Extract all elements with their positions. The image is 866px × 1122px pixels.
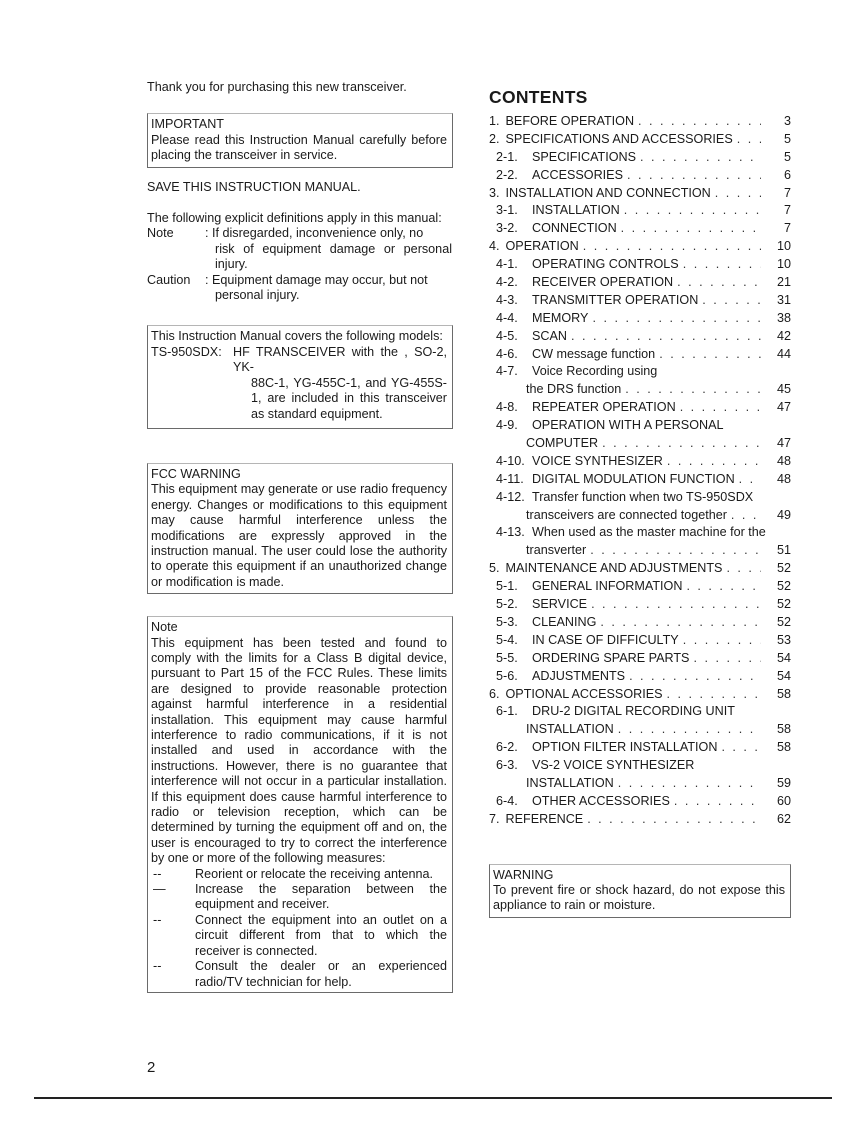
toc-entry (489, 651, 791, 669)
measure-text: Connect the equipment into an outlet on a circuit different from that to which the receiver is connected. (195, 912, 447, 958)
toc-entry (489, 579, 791, 597)
toc-entry (489, 687, 791, 705)
definition-caution (147, 273, 452, 304)
toc-entry-title: When used as the master machine for the (532, 525, 766, 540)
toc-entry-title: OPTION FILTER INSTALLATION (532, 740, 718, 755)
toc-entry-title: CLEANING (532, 614, 597, 629)
definition-text: : If disregarded, inconvenience only, no (205, 226, 424, 241)
toc-entry-title: REPEATER OPERATION (532, 400, 676, 415)
toc-entry-page: 52 (776, 561, 791, 576)
toc-entry (489, 239, 791, 257)
toc-leader-dots (640, 150, 761, 165)
toc-entry-title: OPERATION WITH A PERSONAL (532, 418, 724, 433)
toc-leader-dots (587, 812, 761, 827)
toc-entry-continuation (489, 436, 791, 454)
model-row (151, 345, 447, 422)
toc-entry-page: 54 (776, 650, 791, 665)
toc-entry-number: 5-3. (496, 614, 518, 629)
measure-text: Increase the separation between the equipment and receiver. (195, 882, 447, 912)
toc-entry-title: Voice Recording using (532, 364, 658, 379)
toc-entry-number: 6-4. (496, 793, 518, 808)
intro-text: Thank you for purchasing this new transceiver. (147, 80, 407, 94)
definition-text: : Equipment damage may occur, but not (205, 272, 428, 287)
toc-entry-number: 6-1. (496, 704, 518, 719)
toc-entry-number: 4-10. (496, 453, 525, 468)
toc-entry-page: 10 (776, 257, 791, 272)
toc-entry (489, 418, 791, 436)
toc-entry-title-cont: transverter (526, 543, 587, 558)
left-column (147, 80, 452, 993)
toc-leader-dots (693, 651, 761, 666)
toc-entry-title-cont: transceivers are connected together (526, 507, 727, 522)
toc-entry (489, 150, 791, 168)
toc-entry-title: VOICE SYNTHESIZER (532, 453, 663, 468)
toc-entry-continuation (489, 382, 791, 400)
toc-entry-title: INSTALLATION (532, 203, 620, 218)
toc-entry-number: 3-2. (496, 221, 518, 236)
toc-entry-title: DIGITAL MODULATION FUNCTION (532, 471, 735, 486)
toc-entry-title: IN CASE OF DIFFICULTY (532, 632, 679, 647)
definitions-intro: The following explicit definitions apply in this manual: (147, 211, 442, 226)
toc-entry-page: 59 (776, 775, 791, 790)
toc-entry-page: 38 (776, 310, 791, 325)
definition-term: Caution (147, 272, 191, 287)
toc-leader-dots (591, 597, 761, 612)
toc-entry-number: 2-2. (496, 167, 518, 182)
toc-entry-number: 7. (489, 811, 500, 826)
save-manual-text: SAVE THIS INSTRUCTION MANUAL. (147, 179, 361, 194)
toc-entry-number: 4-5. (496, 328, 518, 343)
toc-entry (489, 669, 791, 687)
toc-entry (489, 597, 791, 615)
toc-entry-number: 6. (489, 686, 500, 701)
definitions (147, 211, 452, 303)
toc-entry-page: 3 (783, 114, 791, 128)
fcc-warning-title: FCC WARNING (151, 466, 241, 481)
toc-entry-page: 31 (776, 292, 791, 307)
toc-leader-dots (680, 400, 761, 415)
toc-entry-number: 2. (489, 131, 500, 146)
measure-item (151, 882, 447, 913)
toc-entry (489, 114, 791, 132)
toc-entry-number: 4-8. (496, 400, 518, 415)
toc-entry-title: MAINTENANCE AND ADJUSTMENTS (505, 561, 723, 576)
note-title: Note (151, 620, 178, 635)
toc-entry (489, 615, 791, 633)
toc-entry-page: 58 (776, 686, 791, 701)
right-column (489, 86, 791, 918)
toc-entry-title: BEFORE OPERATION (505, 114, 635, 128)
toc-entry-continuation (489, 722, 791, 740)
toc-leader-dots (629, 669, 761, 684)
toc-entry-page: 60 (776, 793, 791, 808)
measure-dash: -- (153, 866, 162, 881)
fcc-warning-text: This equipment may generate or use radio frequency energy. Changes or modifications to this equipment may cause harmful interference unless the modifications are expressly approved in the instruction manual. The user could lose the authority to operate this equipment if an unauthorized change or modification is made. (151, 482, 447, 589)
toc-entry-page: 48 (776, 453, 791, 468)
toc-entry (489, 490, 791, 508)
fcc-warning-box (147, 463, 453, 594)
toc-entry-title: Transfer function when two TS-950SDX (532, 489, 754, 504)
model-description-cont: 88C-1, YG-455C-1, and YG-455S-1, are included in this transceiver as standard equipment. (251, 375, 447, 421)
toc-entry-number: 4-3. (496, 292, 518, 307)
contents-title: CONTENTS (489, 87, 588, 107)
toc-entry (489, 758, 791, 776)
toc-entry-number: 4-13. (496, 525, 525, 540)
toc-entry-page: 62 (776, 811, 791, 826)
toc-entry-page: 51 (776, 543, 791, 558)
table-of-contents (489, 114, 791, 830)
toc-entry (489, 347, 791, 365)
measure-dash: — (153, 882, 166, 897)
toc-entry-page: 53 (776, 632, 791, 647)
toc-entry-page: 42 (776, 328, 791, 343)
toc-entry-title: MEMORY (532, 310, 589, 325)
toc-entry-title-cont: INSTALLATION (526, 722, 614, 737)
toc-leader-dots (721, 740, 761, 755)
toc-entry-title-cont: INSTALLATION (526, 775, 614, 790)
important-text: Please read this Instruction Manual carefully before placing the transceiver in service. (151, 132, 447, 163)
warning-text: To prevent fire or shock hazard, do not expose this appliance to rain or moisture. (493, 883, 785, 913)
toc-leader-dots (677, 275, 761, 290)
toc-entry (489, 561, 791, 579)
toc-entry-page: 52 (776, 614, 791, 629)
models-intro: This Instruction Manual covers the following models: (151, 329, 443, 344)
toc-entry-page: 10 (776, 239, 791, 254)
toc-entry-number: 1. (489, 114, 500, 128)
toc-entry (489, 740, 791, 758)
note-text: This equipment has been tested and found to comply with the limits for a Class B digital device, pursuant to Part 15 of the FCC Rules. These limits are designed to provide reasonable protection against harmful interference in a residential installation. This equipment may cause harmful interference to radio communications, if it is not installed and used in accordance with the instructions. However, there is no guarantee that interference will not occur in a particular installation. If this equipment does cause harmful interference to radio or television reception, which can be determined by turning the equipment off and on, the user is encouraged to try to correct the interference by one or more of the following measures: (151, 635, 447, 866)
toc-entry-title: INSTALLATION AND CONNECTION (505, 185, 711, 200)
toc-entry-page: 47 (776, 436, 791, 451)
toc-entry-title-cont: COMPUTER (526, 436, 599, 451)
toc-entry (489, 203, 791, 221)
toc-entry (489, 400, 791, 418)
toc-leader-dots (571, 329, 761, 344)
toc-entry-number: 4-1. (496, 257, 518, 272)
toc-leader-dots (726, 561, 761, 576)
toc-leader-dots (674, 794, 761, 809)
toc-entry-title: TRANSMITTER OPERATION (532, 292, 699, 307)
toc-entry-title: ADJUSTMENTS (532, 668, 626, 683)
toc-entry-number: 5. (489, 561, 500, 576)
toc-entry-number: 2-1. (496, 149, 518, 164)
toc-leader-dots (715, 186, 761, 201)
toc-entry-page: 47 (776, 400, 791, 415)
toc-entry-page: 52 (776, 579, 791, 594)
toc-leader-dots (702, 293, 761, 308)
toc-entry-continuation (489, 776, 791, 794)
toc-entry-number: 4-9. (496, 418, 518, 433)
toc-entry-page: 58 (776, 740, 791, 755)
toc-entry-page: 48 (776, 471, 791, 486)
footer-rule (34, 1097, 832, 1099)
definition-text-cont: risk of equipment damage or personal injury. (215, 241, 452, 272)
toc-entry-page: 7 (783, 203, 791, 218)
toc-leader-dots (737, 132, 761, 147)
toc-entry-title: ORDERING SPARE PARTS (532, 650, 690, 665)
measure-text: Consult the dealer or an experienced radio/TV technician for help. (195, 959, 447, 989)
important-box (147, 113, 453, 167)
warning-title: WARNING (493, 867, 554, 882)
toc-entry (489, 364, 791, 382)
toc-entry (489, 794, 791, 812)
fcc-note-box (147, 616, 453, 993)
toc-entry (489, 633, 791, 651)
toc-entry-page: 6 (783, 167, 791, 182)
toc-leader-dots (667, 454, 761, 469)
toc-entry-title: CONNECTION (532, 221, 617, 236)
toc-entry (489, 132, 791, 150)
measure-dash: -- (153, 959, 162, 974)
toc-leader-dots (602, 436, 761, 451)
toc-entry-page: 7 (783, 221, 791, 236)
toc-leader-dots (731, 508, 761, 523)
toc-entry-number: 4-6. (496, 346, 518, 361)
toc-entry (489, 275, 791, 293)
toc-leader-dots (659, 347, 761, 362)
toc-entry-title-cont: the DRS function (526, 382, 622, 397)
model-name: TS-950SDX: (151, 344, 222, 359)
toc-entry-number: 6-3. (496, 758, 518, 773)
toc-leader-dots (600, 615, 761, 630)
toc-leader-dots (739, 472, 761, 487)
toc-entry (489, 293, 791, 311)
models-box (147, 325, 453, 428)
measure-item (151, 913, 447, 959)
toc-entry-number: 3-1. (496, 203, 518, 218)
toc-entry-number: 4. (489, 239, 500, 254)
toc-entry-number: 6-2. (496, 740, 518, 755)
toc-entry-continuation (489, 508, 791, 526)
toc-entry-page: 44 (776, 346, 791, 361)
toc-leader-dots (618, 776, 761, 791)
toc-leader-dots (683, 257, 761, 272)
toc-entry-number: 3. (489, 185, 500, 200)
toc-entry-title: OPERATION (505, 239, 579, 254)
toc-entry-page: 21 (776, 275, 791, 290)
toc-entry (489, 221, 791, 239)
toc-entry-number: 4-7. (496, 364, 518, 379)
measure-item (151, 959, 447, 990)
toc-entry-page: 49 (776, 507, 791, 522)
toc-leader-dots (583, 239, 761, 254)
toc-leader-dots (618, 722, 761, 737)
toc-entry-page: 52 (776, 597, 791, 612)
toc-entry-title: SERVICE (532, 597, 588, 612)
page-number: 2 (147, 1059, 156, 1076)
important-title: IMPORTANT (151, 117, 224, 132)
toc-entry (489, 311, 791, 329)
toc-leader-dots (627, 168, 761, 183)
toc-entry-page: 7 (783, 185, 791, 200)
model-description: HF TRANSCEIVER with the , SO-2, YK- (233, 344, 447, 375)
toc-leader-dots (667, 687, 761, 702)
toc-entry-title: OTHER ACCESSORIES (532, 793, 670, 808)
toc-entry (489, 257, 791, 275)
toc-leader-dots (590, 543, 761, 558)
measure-item (151, 867, 447, 882)
toc-entry (489, 525, 791, 543)
toc-entry-page: 5 (783, 149, 791, 164)
definition-term: Note (147, 226, 174, 241)
toc-entry-title: DRU-2 DIGITAL RECORDING UNIT (532, 704, 735, 719)
toc-leader-dots (592, 311, 761, 326)
toc-entry-page: 54 (776, 668, 791, 683)
toc-entry-number: 4-4. (496, 310, 518, 325)
toc-entry-number: 4-2. (496, 275, 518, 290)
toc-entry-page: 5 (783, 131, 791, 146)
toc-entry-page: 58 (776, 722, 791, 737)
toc-entry-number: 5-4. (496, 632, 518, 647)
toc-entry-title: VS-2 VOICE SYNTHESIZER (532, 758, 695, 773)
toc-leader-dots (624, 203, 761, 218)
toc-entry-title: OPTIONAL ACCESSORIES (505, 686, 663, 701)
toc-entry-title: CW message function (532, 346, 656, 361)
toc-entry-title: SPECIFICATIONS AND ACCESSORIES (505, 131, 733, 146)
toc-entry (489, 812, 791, 830)
toc-leader-dots (625, 382, 761, 397)
toc-entry-number: 5-5. (496, 650, 518, 665)
toc-entry-title: GENERAL INFORMATION (532, 579, 683, 594)
toc-entry-title: SCAN (532, 328, 567, 343)
definition-text-cont: personal injury. (215, 288, 300, 303)
toc-leader-dots (686, 579, 761, 594)
toc-leader-dots (621, 221, 761, 236)
toc-entry-continuation (489, 543, 791, 561)
definition-note (147, 226, 452, 272)
toc-entry-title: OPERATING CONTROLS (532, 257, 679, 272)
toc-entry-title: ACCESSORIES (532, 167, 623, 182)
toc-entry-title: RECEIVER OPERATION (532, 275, 674, 290)
toc-leader-dots (683, 633, 761, 648)
toc-entry-title: REFERENCE (505, 811, 584, 826)
toc-entry-title: SPECIFICATIONS (532, 149, 637, 164)
toc-entry-number: 5-6. (496, 668, 518, 683)
toc-entry (489, 329, 791, 347)
toc-leader-dots (638, 114, 761, 129)
measure-dash: -- (153, 912, 162, 927)
warning-box (489, 864, 791, 918)
toc-entry (489, 186, 791, 204)
measure-text: Reorient or relocate the receiving antenna. (195, 866, 434, 881)
toc-entry-page: 45 (776, 382, 791, 397)
toc-entry (489, 704, 791, 722)
toc-entry-number: 4-11. (496, 471, 524, 486)
toc-entry-number: 5-2. (496, 597, 518, 612)
toc-entry (489, 168, 791, 186)
toc-entry-number: 4-12. (496, 489, 525, 504)
toc-entry (489, 472, 791, 490)
toc-entry (489, 454, 791, 472)
toc-entry-number: 5-1. (496, 579, 518, 594)
